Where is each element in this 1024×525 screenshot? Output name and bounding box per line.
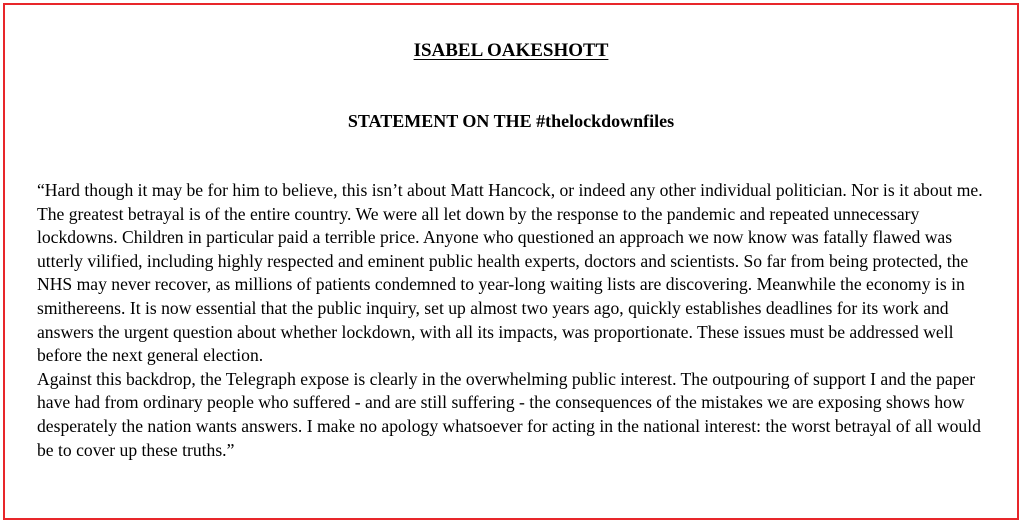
statement-paragraph: Against this backdrop, the Telegraph expose is clearly in the overwhelming public interest. The outpouring of support I and the paper have had from ordinary people who suffered - and are still suffering - the consequences of the mistakes we are exposing shows how desperately the nation wants answers. I make no apology whatsoever for acting in the national interest: the worst betrayal of all would be to cover up these truths.”: [37, 368, 981, 460]
statement-frame: [3, 3, 1019, 520]
statement-subtitle: STATEMENT ON THE #thelockdownfiles: [347, 111, 675, 131]
author-heading: ISABEL OAKESHOTT: [413, 40, 609, 61]
statement-body: [37, 179, 997, 462]
statement-paragraph: “Hard though it may be for him to believe, this isn’t about Matt Hancock, or indeed any other individual politician. Nor is it about me. The greatest betrayal is of the entire country. We were all let down by the response to the pandemic and repeated unnecessary lockdowns. Children in particular paid a terrible price. Anyone who questioned an approach we now know was fatally flawed was utterly vilified, including highly respected and eminent public health experts, doctors and scientists. So far from being protected, the NHS may never recover, as millions of patients condemned to year-long waiting lists are discovering. Meanwhile the economy is in smithereens. It is now essential that the public inquiry, set up almost two years ago, quickly establishes deadlines for its work and answers the urgent question about whether lockdown, with all its impacts, was proportionate. These issues must be addressed well before the next general election.: [37, 180, 983, 366]
